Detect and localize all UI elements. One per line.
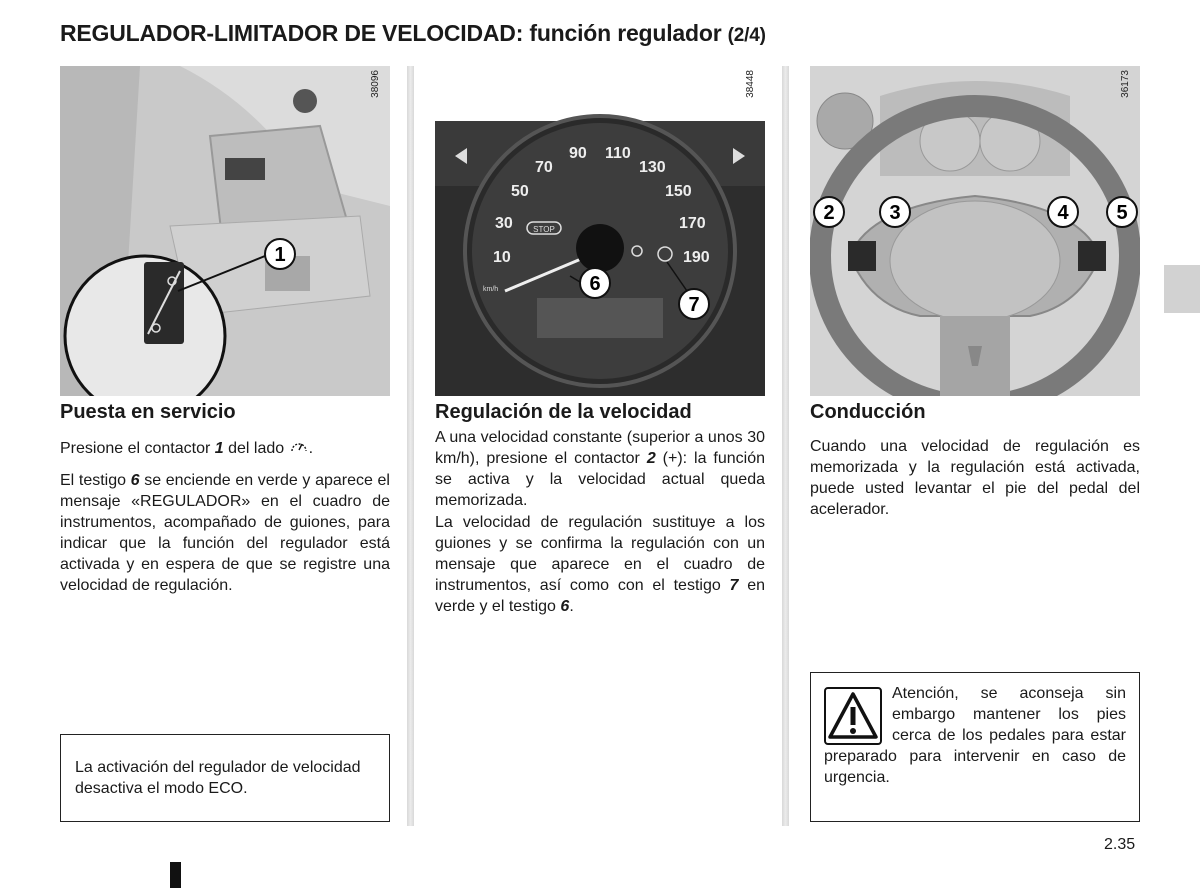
svg-text:3: 3 [889,202,901,224]
svg-text:6: 6 [589,273,601,295]
page-number: 2.35 [1104,836,1136,853]
callout-5 [1105,195,1139,234]
col2-paragraph-2: La velocidad de regulación sustituye a los guiones y se confirma la regulación con un mensaje que aparece en el cuadro de instrumentos, así como con el testigo 7 en verde y el testigo 6. [435,514,765,615]
heading-conduccion: Conducción [810,401,926,423]
crop-mark [170,862,181,888]
svg-text:2: 2 [823,202,835,224]
svg-text:70: 70 [535,159,553,176]
callout-4 [1046,195,1080,234]
column-divider-2 [782,66,789,826]
callout-2 [812,195,846,234]
column-divider-1 [407,66,414,826]
svg-text:110: 110 [605,145,631,162]
title-main: REGULADOR-LIMITADOR DE VELOCIDAD: función regulador [60,20,722,46]
warning-text: Atención, se aconseja sin embargo mantener los pies cerca de los pedales para estar preparado para intervenir en caso de urgencia. [824,685,1126,786]
svg-text:190: 190 [683,249,710,266]
note-box-eco: La activación del regulador de velocidad desactiva el modo ECO. [60,734,390,822]
speedometer-regulator-icon [289,440,309,457]
callout-7 [677,287,711,326]
svg-text:170: 170 [679,215,706,232]
figure-switch-panel [60,66,390,396]
figure-code-2: 38448 [745,70,756,98]
figure-code-3: 36173 [1120,70,1131,98]
svg-text:km/h: km/h [483,286,499,293]
callout-6 [578,266,612,305]
title-part: (2/4) [727,25,766,46]
svg-text:150: 150 [665,183,692,200]
heading-regulacion-velocidad: Regulación de la velocidad [435,401,692,423]
svg-text:50: 50 [511,183,529,200]
callout-3 [878,195,912,234]
figure-code-1: 38096 [370,70,381,98]
chapter-tab [1164,265,1200,313]
col1-paragraph-2: El testigo 6 se enciende en verde y aparece el mensaje «REGULADOR» en el cuadro de instrumentos, acompañado de guiones, para indicar que la función del regulador está activada y en espera de que se registre una velocidad de regulación. [60,472,390,594]
svg-text:90: 90 [569,145,587,162]
svg-text:130: 130 [639,159,666,176]
figure-steering-wheel [810,66,1140,396]
col3-paragraph-1: Cuando una velocidad de regulación es memorizada y la regulación está activada, puede usted levantar el pie del pedal del acelerador. [810,438,1140,518]
warning-box [810,672,1140,822]
callout-1 [263,237,297,276]
svg-text:10: 10 [493,249,511,266]
col2-paragraph-1: A una velocidad constante (superior a unos 30 km/h), presione el contactor 2 (+): la función se activa y la velocidad actual queda memorizada. [435,429,765,509]
svg-text:1: 1 [274,244,286,266]
svg-text:30: 30 [495,215,513,232]
svg-text:4: 4 [1057,202,1069,224]
page-title [60,20,766,47]
svg-text:5: 5 [1116,202,1128,224]
heading-puesta-en-servicio: Puesta en servicio [60,401,236,423]
col1-paragraph-1: Presione el contactor 1 del lado . [60,440,314,457]
figure-instrument-cluster [435,66,765,396]
svg-text:STOP: STOP [533,225,555,234]
svg-text:7: 7 [688,294,700,316]
